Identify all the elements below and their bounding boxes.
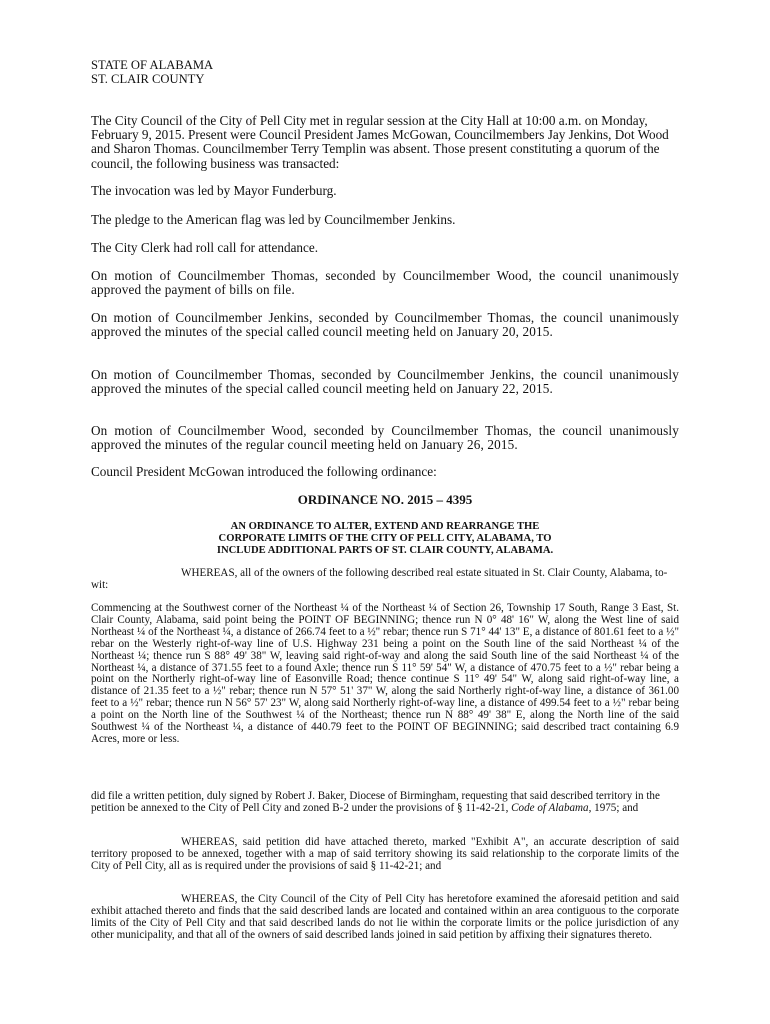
legal-description: Commencing at the Southwest corner of the Northeast ¼ of the Northeast ¼ of Section 26, Township 17 South, Range 3 East, St. Clair County, Alabama, said point being the POINT OF BEGINNING; thence run N 0° 48' 16" W, along the West line of said Northeast ¼ of the Northeast ¼, a distance of 266.74 feet to a ½" rebar; thence run S 71° 44' 13" E, a distance of 801.61 feet to a ½" rebar on the Westerly right-of-way line of U.S. Highway 231 being a point on the South line of the said Northeast ¼ of the Northeast ¼; thence run S 88° 49' 38" W, leaving said right-of-way and along the said South line of the said Northeast ¼ of the Northeast ¼, a distance of 371.55 feet to a found Axle; thence run S 11° 59' 54" W, a distance of 470.75 feet to a ½" rebar being a point on the Northerly right-of-way line of Easonville Road; thence continue S 11° 49' 54" W, along said right-of-way line, a distance of 21.35 feet to a ½" rebar; thence run N 57° 51' 37" W, along the said Northerly right-of-way line, a distance of 361.00 feet to a ½" rebar; thence run N 56° 57' 23" W, along said Northerly right-of-way line, a distance of 499.54 feet to a ½" rebar being a point on the North line of the Southwest ¼ of the Northeast; thence run N 88° 49' 38" E, along the North line of the said Southwest ¼ of the Northeast ¼, a distance of 440.79 feet to the POINT OF BEGINNING; said described tract containing 6.9 Acres, more or less. <box>91 602 679 745</box>
ordinance-number: ORDINANCE NO. 2015 – 4395 <box>297 492 473 507</box>
document-header <box>91 58 679 86</box>
petition-text: did file a written petition, duly signed by Robert J. Baker, Diocese of Birmingham, requesting that said described territory in the petition be annexed to the City of Pell City and zoned B-2 under the provisions of § 11-42-21, <box>91 790 660 814</box>
motion-paragraph-3: On motion of Councilmember Thomas, seconded by Councilmember Jenkins, the council unanimously approved the minutes of the special called council meeting held on January 22, 2015. <box>91 367 679 397</box>
ordinance-title-line-2: CORPORATE LIMITS OF THE CITY OF PELL CITY, ALABAMA, TO <box>218 533 552 544</box>
intro-paragraph: The City Council of the City of Pell City met in regular session at the City Hall at 10:00 a.m. on Monday, February 9, 2015. Present were Council President James McGowan, Councilmembers Jay Jenkins, Dot Wood and Sharon Thomas. Councilmember Terry Templin was absent. Those present constituting a quorum of the council, the following business was transacted: <box>91 113 669 171</box>
petition-paragraph <box>91 791 679 815</box>
ordinance-title-line-3: INCLUDE ADDITIONAL PARTS OF ST. CLAIR COUNTY, ALABAMA. <box>216 545 554 556</box>
motion-paragraph-2: On motion of Councilmember Jenkins, seconded by Councilmember Thomas, the council unanimously approved the minutes of the special called council meeting held on January 20, 2015. <box>91 310 679 340</box>
invocation-paragraph: The invocation was led by Mayor Funderburg. <box>91 183 337 198</box>
state-line: STATE OF ALABAMA <box>91 58 214 72</box>
pledge-paragraph: The pledge to the American flag was led by Councilmember Jenkins. <box>91 212 456 227</box>
ordinance-title-line-1: AN ORDINANCE TO ALTER, EXTEND AND REARRANGE THE <box>230 521 540 532</box>
county-line: ST. CLAIR COUNTY <box>91 72 205 86</box>
whereas-paragraph-2: WHEREAS, said petition did have attached thereto, marked "Exhibit A", an accurate description of said territory proposed to be annexed, together with a map of said territory showing its said relationship to the corporate limits of the City of Pell City, all as is required under the provisions of said § 11-42-21; and <box>91 836 679 872</box>
roll-call-paragraph: The City Clerk had roll call for attendance. <box>91 240 319 255</box>
whereas-paragraph-3: WHEREAS, the City Council of the City of Pell City has heretofore examined the aforesaid petition and said exhibit attached thereto and finds that the said described lands are located and contained within an area contiguous to the corporate limits of the City of Pell City and that said described lands do not lie within the corporate limits or the police jurisdiction of any other municipality, and that all of the owners of said described lands joined in said petition by affixing their signatures thereto. <box>91 893 679 941</box>
petition-code: Code of Alabama <box>511 801 589 814</box>
whereas-paragraph-1: WHEREAS, all of the owners of the following described real estate situated in St. Clair County, Alabama, to-wit: <box>91 567 668 591</box>
motion-paragraph-1: On motion of Councilmember Thomas, seconded by Councilmember Wood, the council unanimously approved the payment of bills on file. <box>91 268 679 298</box>
introduced-paragraph: Council President McGowan introduced the following ordinance: <box>91 464 437 479</box>
petition-end: , 1975; and <box>588 801 639 814</box>
motion-paragraph-4: On motion of Councilmember Wood, seconded by Councilmember Thomas, the council unanimously approved the minutes of the regular council meeting held on January 26, 2015. <box>91 423 679 453</box>
ordinance-title <box>91 521 679 557</box>
